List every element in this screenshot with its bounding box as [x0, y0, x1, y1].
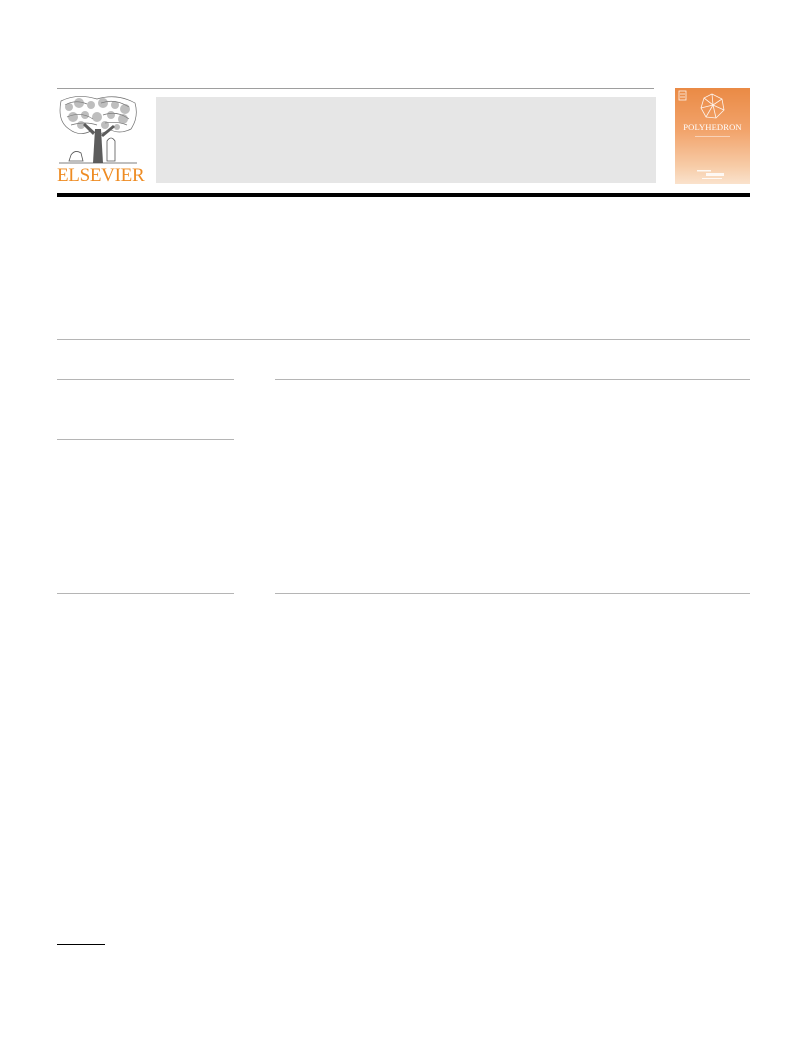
elsevier-tree-icon [57, 95, 139, 167]
article-info-divider-rule [57, 439, 234, 440]
masthead-box [156, 97, 656, 183]
journal-cover [675, 88, 750, 184]
header-top-rule [57, 88, 654, 89]
header-thick-rule [57, 193, 750, 197]
title-divider-rule [57, 339, 750, 340]
elsevier-wordmark: ELSEVIER [57, 165, 145, 186]
cover-journal-title: POLYHEDRON [683, 122, 742, 132]
abstract-bottom-rule [275, 593, 750, 594]
abstract-top-rule [275, 379, 750, 380]
article-info-bottom-rule [57, 593, 234, 594]
elsevier-logo [57, 95, 145, 187]
article-info-top-rule [57, 379, 234, 380]
footnote-rule [57, 944, 105, 945]
polyhedron-cover-icon [675, 88, 750, 184]
